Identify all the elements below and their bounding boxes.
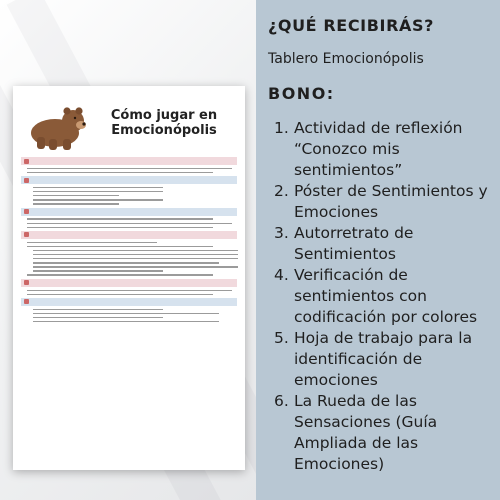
bonus-item-text: Hoja de trabajo para la identificación de emociones — [294, 329, 473, 389]
text-line — [33, 317, 163, 318]
text-line — [33, 203, 119, 204]
section-icon — [24, 280, 29, 285]
section-icon — [24, 159, 29, 164]
text-line — [33, 313, 219, 314]
text-line — [27, 227, 213, 228]
text-line — [33, 262, 219, 263]
info-panel — [256, 0, 500, 500]
worksheet-section-bar — [21, 176, 237, 184]
bonus-item-number: 1. — [274, 119, 289, 137]
bonus-item-number: 6. — [274, 392, 289, 410]
worksheet-section-bar — [21, 298, 237, 306]
worksheet-section-bar — [21, 231, 237, 239]
product-name: Tablero Emocionópolis — [268, 51, 424, 67]
bonus-item — [274, 181, 498, 223]
text-line — [33, 321, 219, 322]
worksheet-title-line-2: Emocionópolis — [111, 123, 217, 138]
text-line — [27, 172, 213, 173]
text-line — [33, 187, 163, 188]
bonus-item-text: Verificación de sentimientos con codificación por colores — [294, 266, 478, 326]
bonus-item-text: Actividad de reflexión “Conozco mis sentimientos” — [294, 119, 463, 179]
text-line — [27, 246, 213, 247]
bonus-item — [274, 328, 498, 391]
bonus-heading: BONO: — [268, 84, 335, 103]
bonus-item-number: 2. — [274, 182, 289, 200]
bonus-item — [274, 265, 498, 328]
bonus-list — [274, 118, 498, 475]
bonus-item — [274, 118, 498, 181]
text-line — [33, 195, 119, 196]
section-icon — [24, 209, 29, 214]
panel-heading: ¿QUÉ RECIBIRÁS? — [268, 16, 434, 35]
section-icon — [24, 178, 29, 183]
worksheet-section-bar — [21, 157, 237, 165]
section-icon — [24, 232, 29, 237]
text-line — [33, 254, 238, 255]
text-line — [27, 294, 213, 295]
worksheet-title — [91, 108, 237, 138]
bonus-item-number: 4. — [274, 266, 289, 284]
text-line — [27, 168, 232, 169]
worksheet-section-bar — [21, 208, 237, 216]
worksheet-header — [21, 92, 237, 154]
bear-illustration — [21, 95, 91, 151]
text-line — [27, 218, 213, 219]
text-line — [33, 199, 163, 200]
bonus-item — [274, 391, 498, 475]
worksheet-title-line-1: Cómo jugar en — [110, 108, 218, 123]
text-line — [27, 274, 213, 275]
text-line — [33, 191, 163, 192]
worksheet-preview — [13, 86, 245, 470]
text-line — [33, 309, 163, 310]
text-line — [33, 270, 163, 271]
bonus-item-number: 3. — [274, 224, 289, 242]
text-line — [33, 258, 238, 259]
worksheet-section-bar — [21, 279, 237, 287]
text-line — [27, 223, 232, 224]
text-line — [33, 266, 238, 267]
bonus-item-number: 5. — [274, 329, 289, 347]
bonus-item — [274, 223, 498, 265]
text-line — [33, 250, 238, 251]
bonus-item-text: Póster de Sentimientos y Emociones — [294, 182, 488, 221]
section-icon — [24, 299, 29, 304]
text-line — [27, 242, 157, 243]
text-line — [27, 290, 232, 291]
bonus-item-text: La Rueda de las Sensaciones (Guía Ampliada de las Emociones) — [294, 392, 438, 473]
bonus-item-text: Autorretrato de Sentimientos — [294, 224, 414, 263]
